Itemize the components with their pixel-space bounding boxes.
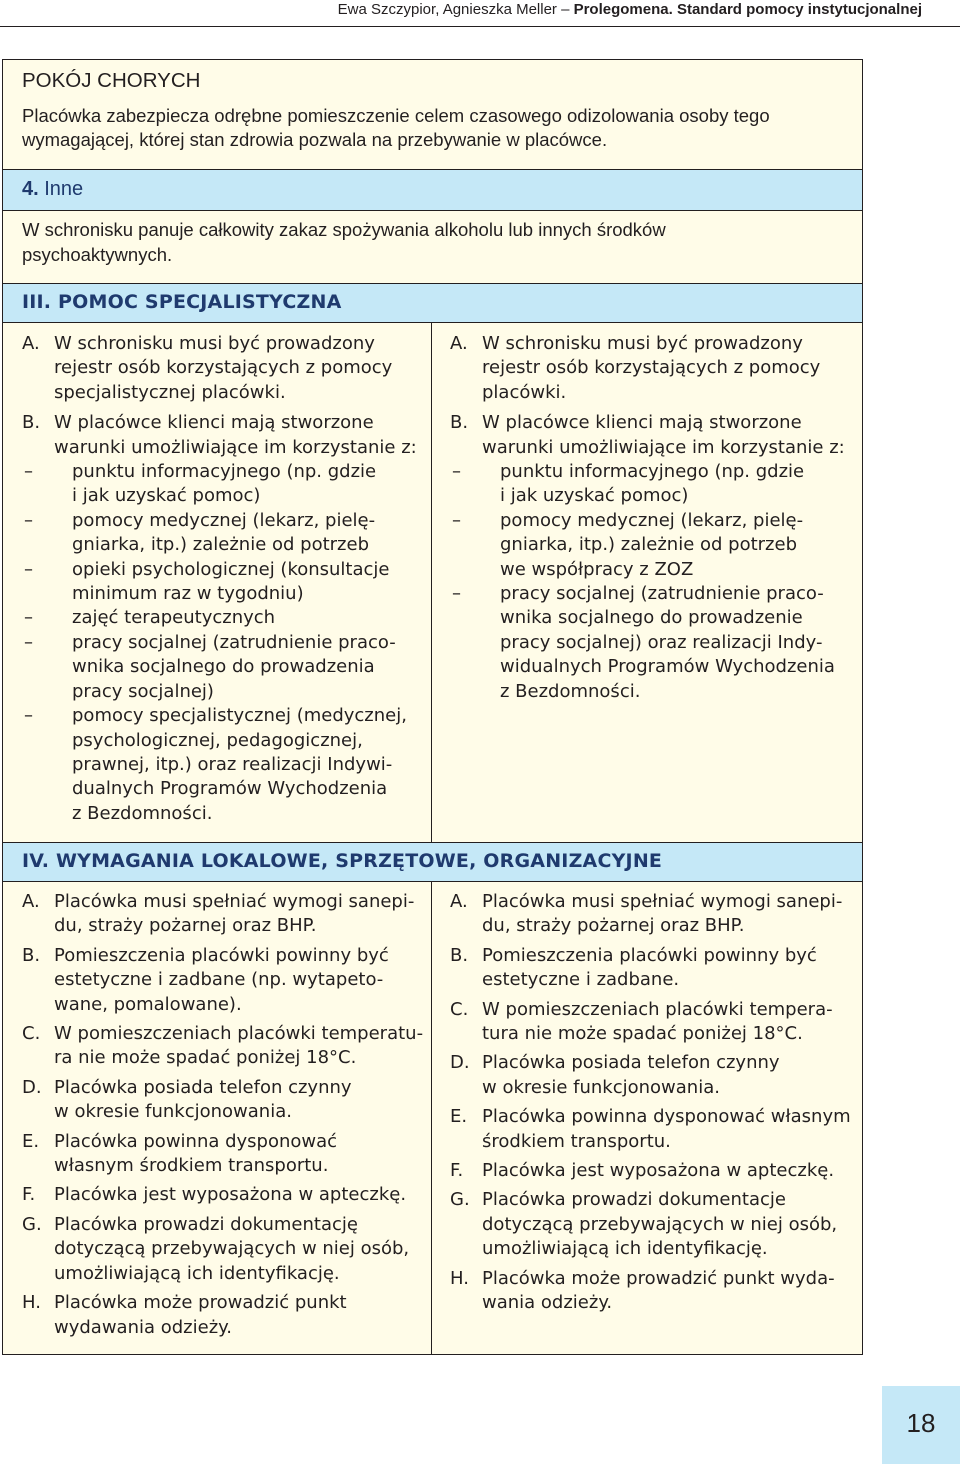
item-line: Placówka prowadzi dokumentacje <box>482 1189 786 1211</box>
dash-marker: – <box>24 705 33 727</box>
item-line: Placówka może prowadzić punkt <box>54 1292 347 1314</box>
item-line: psychologicznej, pedagogicznej, <box>72 729 363 751</box>
item-line: wnika socjalnego do prowadzenie <box>500 607 803 629</box>
list-item <box>22 411 417 460</box>
item-line: warunki umożliwiające im korzystanie z: <box>482 436 845 458</box>
pokoj-line-1: Placówka zabezpiecza odrębne pomieszczenie celem czasowego odizolowania osoby tego <box>22 105 770 126</box>
item-line: własnym środkiem transportu. <box>54 1155 329 1177</box>
item-line: Placówka musi spełniać wymogi sanepi- <box>482 891 843 912</box>
item-line: du, straży pożarnej oraz BHP. <box>482 915 745 937</box>
list-item <box>450 944 851 993</box>
item-line: tura nie może spadać poniżej 18°C. <box>482 1023 803 1045</box>
page-number-box <box>882 1386 960 1464</box>
item-letter: C. <box>450 998 469 1020</box>
list-item <box>450 1051 851 1100</box>
list-item <box>22 890 423 939</box>
item-letter: E. <box>450 1106 468 1128</box>
list-subitem <box>22 631 417 704</box>
list-item <box>22 1022 423 1071</box>
item-line: Pomieszczenia placówki powinny być <box>482 944 817 966</box>
item-letter: B. <box>450 944 469 966</box>
list-item <box>450 890 851 939</box>
item-letter: D. <box>22 1076 42 1098</box>
item-line: Pomieszczenia placówki powinny być <box>54 944 389 966</box>
item-line: w okresie funkcjonowania. <box>482 1076 720 1098</box>
item-line: pomocy medycznej (lekarz, pielę- <box>500 509 804 531</box>
list-item <box>22 1183 423 1207</box>
item-line: opieki psychologicznej (konsultacje <box>72 558 390 580</box>
dash-marker: – <box>24 461 33 483</box>
header-title: Prolegomena. Standard pomocy instytucjonalnej <box>573 1 922 18</box>
item-line: wydawania odzieży. <box>54 1316 232 1338</box>
item-line: estetyczne i zadbane (np. wytapeto- <box>54 969 384 991</box>
list-subitem <box>22 460 417 509</box>
item-line: prawnej, itp.) oraz realizacji Indywi- <box>72 753 393 775</box>
item-line: z Bezdomności. <box>500 680 641 702</box>
inne-band <box>2 169 863 211</box>
list-item <box>22 1291 423 1340</box>
inne-label: Inne <box>44 178 84 200</box>
section-4-title: IV. WYMAGANIA LOKALOWE, SPRZĘTOWE, ORGANIZACYJNE <box>22 850 663 872</box>
item-line: Placówka prowadzi dokumentację <box>54 1213 358 1235</box>
dash-marker: – <box>24 631 33 653</box>
item-line: dotyczącą przebywających w niej osób, <box>482 1213 838 1235</box>
item-line: du, straży pożarnej oraz BHP. <box>54 915 317 937</box>
section-4-divider <box>431 881 432 1355</box>
list-item <box>450 1105 851 1154</box>
item-line: dualnych Programów Wychodzenia <box>72 778 388 800</box>
dash-marker: – <box>452 509 461 531</box>
item-line: i jak uzyskać pomoc) <box>72 485 261 507</box>
item-line: placówki. <box>482 381 567 403</box>
item-line: gniarka, itp.) zależnie od potrzeb <box>72 534 370 556</box>
section-3-right-list <box>450 332 845 704</box>
list-item <box>22 1076 423 1125</box>
item-line: z Bezdomności. <box>72 802 213 824</box>
item-letter: B. <box>450 412 469 434</box>
section-4-right-list <box>450 890 851 1316</box>
dash-marker: – <box>24 607 33 629</box>
list-item <box>22 944 423 1017</box>
dash-marker: – <box>452 461 461 483</box>
page-number: 18 <box>906 1408 936 1438</box>
item-line: wane, pomalowane). <box>54 993 242 1015</box>
item-line: środkiem transportu. <box>482 1130 671 1152</box>
item-line: Placówka jest wyposażona w apteczkę. <box>482 1160 835 1182</box>
item-letter: A. <box>450 333 468 354</box>
item-letter: H. <box>450 1267 469 1289</box>
item-line: umożliwiającą ich identyfikację. <box>482 1238 768 1260</box>
item-line: dotyczącą przebywających w niej osób, <box>54 1238 410 1260</box>
item-line: pracy socjalnej) oraz realizacji Indy- <box>500 631 823 653</box>
list-item <box>450 411 845 460</box>
item-letter: A. <box>22 891 40 912</box>
item-line: w okresie funkcjonowania. <box>54 1101 292 1123</box>
item-line: wania odzieży. <box>482 1292 613 1314</box>
item-line: W schronisku musi być prowadzony <box>54 333 375 354</box>
item-letter: H. <box>22 1292 41 1314</box>
item-line: punktu informacyjnego (np. gdzie <box>500 461 805 483</box>
item-line: W placówce klienci mają stworzone <box>54 412 374 434</box>
inne-number: 4. <box>22 178 39 200</box>
item-letter: D. <box>450 1052 470 1074</box>
item-line: pomocy medycznej (lekarz, pielę- <box>72 509 376 531</box>
header-text <box>338 0 922 20</box>
item-line: specjalistycznej placówki. <box>54 381 286 403</box>
item-line: pracy socjalnej) <box>72 680 214 702</box>
item-letter: C. <box>22 1023 41 1045</box>
item-line: gniarka, itp.) zależnie od potrzeb <box>500 534 798 556</box>
item-line: punktu informacyjnego (np. gdzie <box>72 461 377 483</box>
section-3-divider <box>431 322 432 843</box>
item-line: Placówka posiada telefon czynny <box>482 1052 780 1074</box>
item-line: W pomieszczeniach placówki tempera- <box>482 998 833 1020</box>
list-subitem <box>450 460 845 509</box>
list-item <box>22 1213 423 1286</box>
pokoj-heading: POKÓJ CHORYCH <box>22 69 201 92</box>
dash-marker: – <box>452 583 461 605</box>
header-authors: Ewa Szczypior, Agnieszka Meller – <box>337 1 574 18</box>
running-header <box>0 0 960 24</box>
item-letter: B. <box>22 412 41 434</box>
item-line: Placówka jest wyposażona w apteczkę. <box>54 1184 407 1206</box>
item-letter: B. <box>22 944 41 966</box>
item-line: ra nie może spadać poniżej 18°C. <box>54 1047 357 1069</box>
item-line: W schronisku musi być prowadzony <box>482 333 803 354</box>
inne-heading <box>22 178 83 201</box>
section-3-title: III. POMOC SPECJALISTYCZNA <box>22 291 342 313</box>
list-item <box>450 1188 851 1261</box>
list-subitem <box>22 558 417 607</box>
header-rule <box>0 26 960 27</box>
dash-marker: – <box>24 558 33 580</box>
list-item <box>450 332 845 405</box>
item-letter: F. <box>450 1160 464 1182</box>
item-line: zajęć terapeutycznych <box>72 607 276 629</box>
dash-marker: – <box>24 509 33 531</box>
list-subitem <box>22 704 417 826</box>
item-line: pomocy specjalistycznej (medycznej, <box>72 705 407 727</box>
list-item <box>450 1267 851 1316</box>
item-letter: A. <box>22 333 40 354</box>
list-item <box>22 1130 423 1179</box>
item-letter: E. <box>22 1130 40 1152</box>
item-letter: F. <box>22 1184 36 1206</box>
item-line: rejestr osób korzystających z pomocy <box>54 357 393 379</box>
item-line: W placówce klienci mają stworzone <box>482 412 802 434</box>
inne-line-1: W schronisku panuje całkowity zakaz spożywania alkoholu lub innych środków <box>22 219 666 240</box>
item-letter: G. <box>450 1189 470 1211</box>
section-3-left-list <box>22 332 417 826</box>
item-line: Placówka powinna dysponować <box>54 1130 338 1152</box>
item-line: Placówka musi spełniać wymogi sanepi- <box>54 891 415 912</box>
item-line: warunki umożliwiające im korzystanie z: <box>54 436 417 458</box>
item-line: W pomieszczeniach placówki temperatu- <box>54 1023 424 1045</box>
item-line: minimum raz w tygodniu) <box>72 583 304 605</box>
item-line: Placówka powinna dysponować własnym <box>482 1106 851 1128</box>
item-line: estetyczne i zadbane. <box>482 969 680 991</box>
list-item <box>450 1159 851 1183</box>
item-line: pracy socjalnej (zatrudnienie praco- <box>72 631 396 653</box>
list-item <box>22 332 417 405</box>
item-line: we współpracy z ZOZ <box>500 558 694 580</box>
pokoj-line-2: wymagającej, której stan zdrowia pozwala na przebywanie w placówce. <box>22 129 608 150</box>
item-line: Placówka może prowadzić punkt wyda- <box>482 1267 835 1289</box>
item-line: umożliwiającą ich identyfikację. <box>54 1262 340 1284</box>
list-subitem <box>22 509 417 558</box>
list-subitem <box>450 509 845 582</box>
section-4-left-list <box>22 890 423 1340</box>
inne-line-2: psychoaktywnych. <box>22 244 173 265</box>
item-letter: A. <box>450 891 468 912</box>
item-line: rejestr osób korzystających z pomocy <box>482 357 821 379</box>
list-subitem <box>450 582 845 704</box>
item-line: Placówka posiada telefon czynny <box>54 1076 352 1098</box>
item-line: i jak uzyskać pomoc) <box>500 485 689 507</box>
list-subitem <box>22 606 417 630</box>
list-item <box>450 998 851 1047</box>
item-line: pracy socjalnej (zatrudnienie praco- <box>500 583 824 605</box>
item-line: wnika socjalnego do prowadzenia <box>72 656 375 678</box>
item-letter: G. <box>22 1213 42 1235</box>
item-line: widualnych Programów Wychodzenia <box>500 656 835 678</box>
